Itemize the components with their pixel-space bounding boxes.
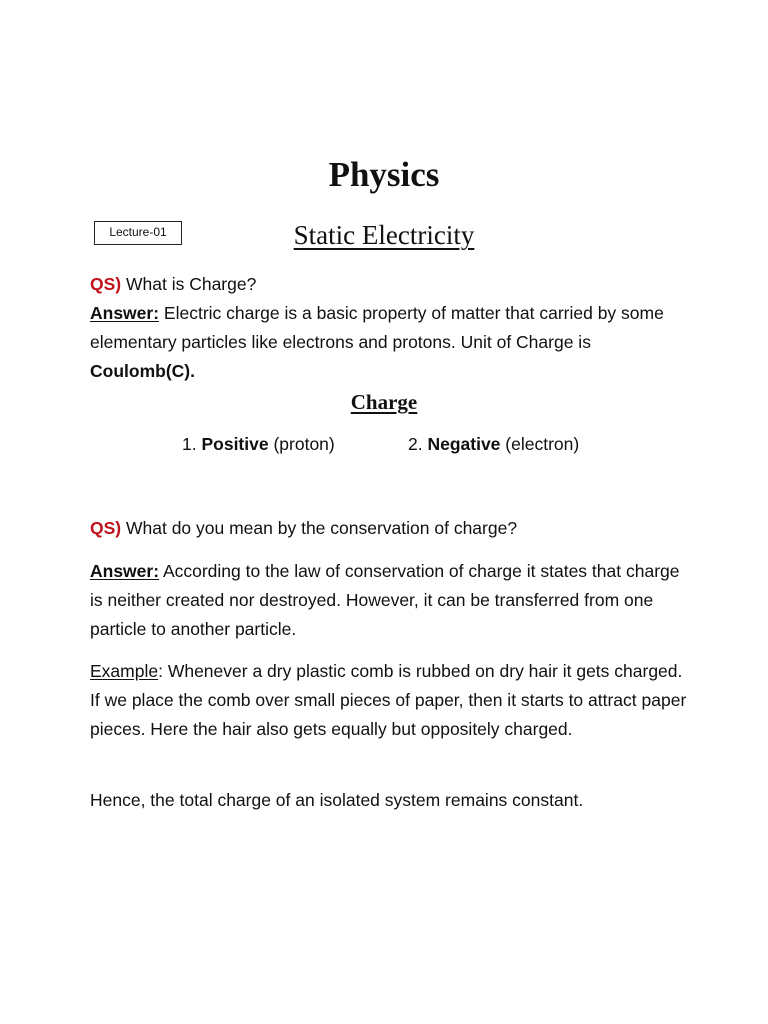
lecture-badge: Lecture-01: [94, 221, 182, 245]
answer-label: Answer:: [90, 303, 160, 323]
question-text: What do you mean by the conservation of charge?: [121, 518, 518, 538]
page-subtitle: Static Electricity: [293, 220, 475, 250]
charge-item-negative: [408, 430, 579, 459]
answer-1: [90, 299, 690, 386]
item-particle: (electron): [500, 434, 580, 454]
question-text: What is Charge?: [121, 274, 257, 294]
item-number: 2.: [408, 434, 428, 454]
answer-2: [90, 557, 690, 644]
charge-heading: Charge: [350, 390, 418, 414]
item-particle: (proton): [268, 434, 335, 454]
item-name: Negative: [427, 434, 501, 454]
question-2: [90, 514, 690, 543]
qs-label: QS): [90, 518, 122, 538]
answer-text: According to the law of conservation of charge it states that charge is neither created nor destroyed. However, it can be transferred from one particle to another particle.: [90, 561, 680, 639]
answer-label: Answer:: [90, 561, 160, 581]
example-label: Example: [90, 661, 159, 681]
example-text: : Whenever a dry plastic comb is rubbed on dry hair it gets charged. If we place the comb over small pieces of paper, then it starts to attract paper pieces. Here the hair also gets equally but oppositely charged.: [90, 661, 687, 739]
question-1: [90, 270, 690, 299]
item-name: Positive: [201, 434, 269, 454]
example-paragraph: [90, 657, 690, 744]
answer-text: Electric charge is a basic property of matter that carried by some elementary particles like electrons and protons. Unit of Charge is: [90, 303, 664, 352]
conclusion: Hence, the total charge of an isolated system remains constant.: [90, 790, 584, 810]
item-number: 1.: [182, 434, 202, 454]
qs-label: QS): [90, 274, 122, 294]
page-title: Physics: [328, 155, 440, 194]
answer-unit: Coulomb(C).: [90, 361, 195, 381]
charge-item-positive: [182, 430, 335, 459]
